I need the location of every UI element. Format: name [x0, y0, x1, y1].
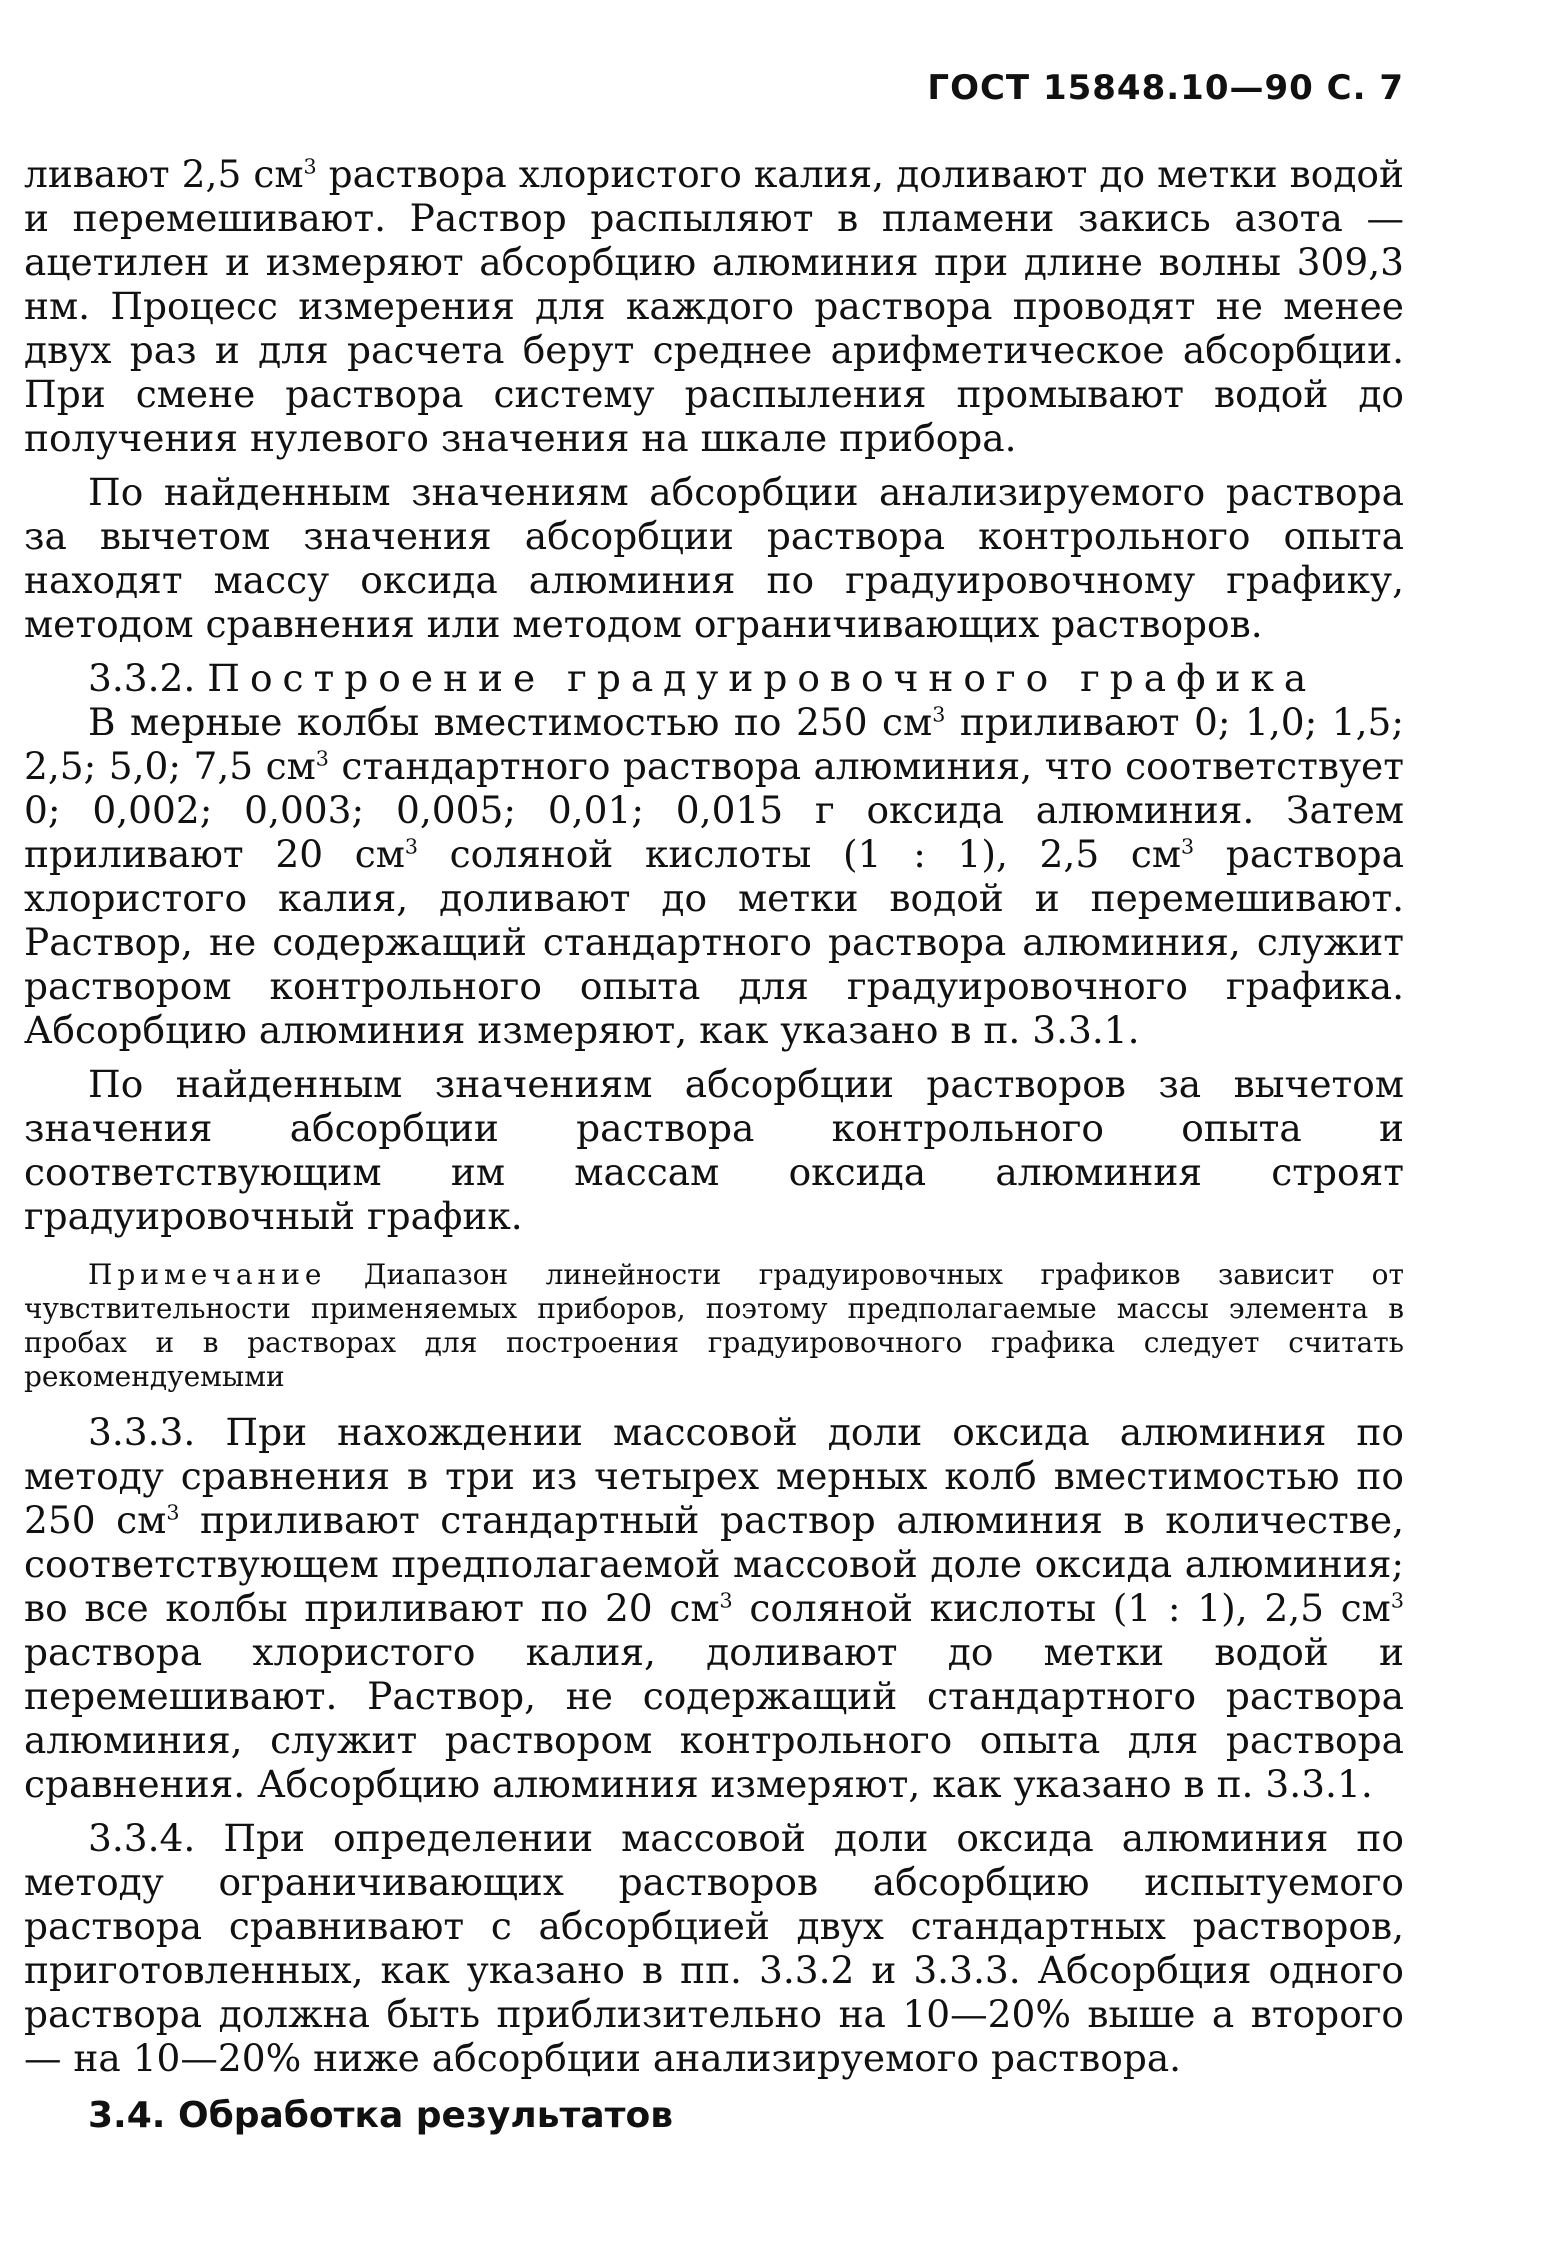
paragraph-continuation: ливают 2,5 $см^3$ раствора хлористого калия, доливают до метки водой и перемешивают. Раствор распыляют в пламени закись азота — ацетилен и измеряют абсорбцию алюминия при длине волны 309,3 нм. Процесс измерения для каждого раствора проводят не менее двух раз и для расчета берут среднее арифметическое абсорбции. При смене раствора систему распыления промывают водой до получения нулевого значения на шкале прибора. — [24, 152, 1404, 460]
subsection-3-3-4: 3.3.4. При определении массовой доли оксида алюминия по методу ограничивающих растворов абсорбцию испытуемого раствора сравнивают с абсорбцией двух стандартных растворов, приготовленных, как указано в пп. 3.3.2 и 3.3.3. Абсорбция одного раствора должна быть приблизительно на 10—20% выше а второго — на 10—20% ниже абсорбции анализируемого раствора. — [24, 1816, 1404, 2080]
paragraph-found-values: По найденным значениям абсорбции анализируемого раствора за вычетом значения абсорбции раствора контрольного опыта находят массу оксида алюминия по градуировочному графику, методом сравнения или методом ограничивающих растворов. — [24, 470, 1404, 646]
paragraph-calibration-graph: По найденным значениям абсорбции растворов за вычетом значения абсорбции раствора контрольного опыта и соответствующим им массам оксида алюминия строят градуировочный график. — [24, 1062, 1404, 1238]
subsection-3-3-2-heading: 3.3.2. Построение градуировочного графика — [88, 656, 1317, 700]
document-body — [24, 152, 1404, 2138]
subsection-title: Построение градуировочного графика — [207, 656, 1317, 700]
paragraph-calibration-procedure: В мерные колбы вместимостью по 250 $см^3$ приливают 0; 1,0; 1,5; 2,5; 5,0; 7,5 $см^3$ стандартного раствора алюминия, что соответствует 0; 0,002; 0,003; 0,005; 0,01; 0,015 г оксида алюминия. Затем приливают 20 $см^3$ соляной кислоты (1 : 1), 2,5 $см^3$ раствора хлористого калия, доливают до метки водой и перемешивают. Раствор, не содержащий стандартного раствора алюминия, служит раствором контрольного опыта для градуировочного графика. Абсорбцию алюминия измеряют, как указано в п. 3.3.1. — [24, 700, 1405, 1052]
note-text: Диапазон линейности градуировочных графиков зависит от чувствительности применяемых приборов, поэтому предполагаемые массы элемента в пробах и в растворах для построения градуировочного графика следует считать рекомендуемыми — [24, 1258, 1404, 1393]
section-3-4-heading: 3.4. Обработка результатов — [88, 2095, 674, 2136]
page-header: ГОСТ 15848.10—90 С. 7 — [927, 68, 1404, 108]
note — [24, 1258, 1404, 1394]
note-label: Примечание — [88, 1258, 327, 1291]
subsection-3-3-3: 3.3.3. При нахождении массовой доли оксида алюминия по методу сравнения в три из четырех мерных колб вместимостью по 250 $см^3$ приливают стандартный раствор алюминия в количестве, соответствующем предполагаемой массовой доле оксида алюминия; во все колбы приливают по 20 $см^3$ соляной кислоты (1 : 1), 2,5 $см^3$ раствора хлористого калия, доливают до метки водой и перемешивают. Раствор, не содержащий стандартного раствора алюминия, служит раствором контрольного опыта для раствора сравнения. Абсорбцию алюминия измеряют, как указано в п. 3.3.1. — [24, 1410, 1404, 1806]
